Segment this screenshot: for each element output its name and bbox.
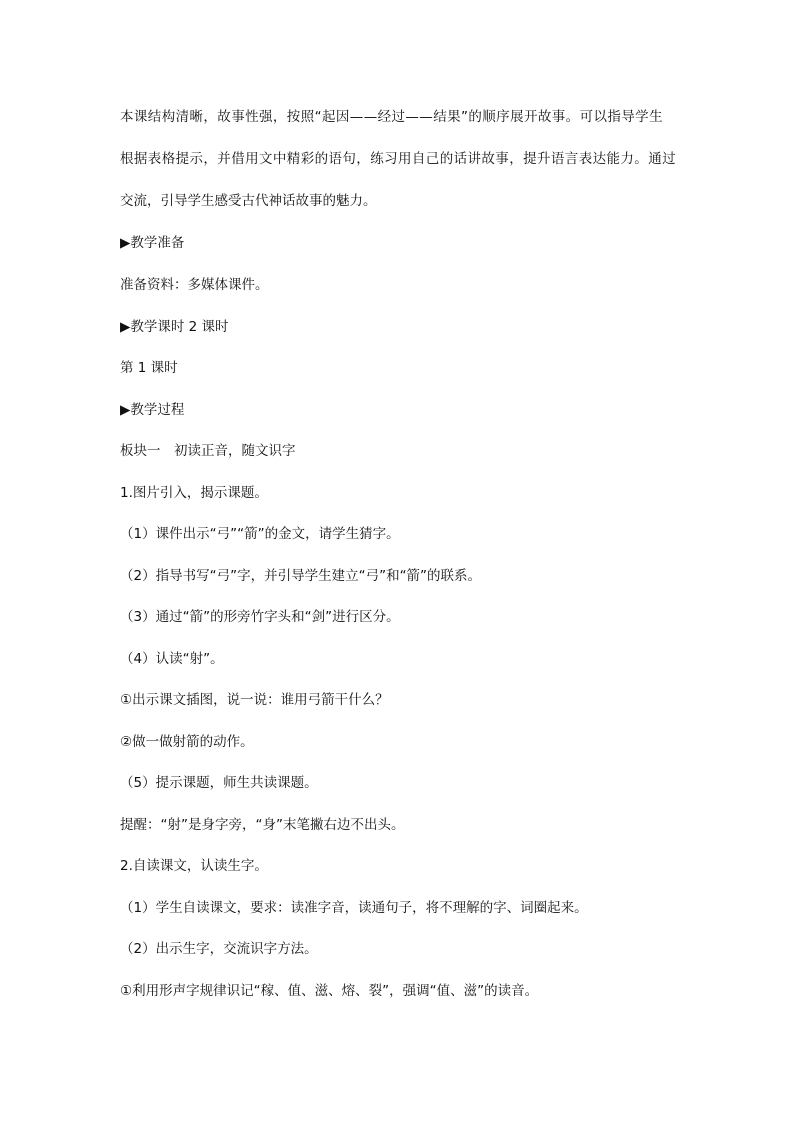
step-1-4-b: ②做一做射箭的动作。 [120,734,254,750]
step-1: 1.图片引入，揭示课题。 [120,485,268,501]
intro-line-2: 根据表格提示，并借用文中精彩的语句，练习用自己的话讲故事，提升语言表达能力。通过 [120,151,676,167]
step-2: 2.自读课文，认读生字。 [120,858,268,874]
step-2-1: （1）学生自读课文，要求：读准字音，读通句子，将不理解的字、词圈起来。 [120,900,588,916]
section-heading-hours: ▶教学课时 2 课时 [120,319,229,335]
prep-materials: 准备资料：多媒体课件。 [120,277,269,293]
lesson-title: 第 1 课时 [120,360,178,376]
block-heading: 板块一 初读正音，随文识字 [120,443,296,459]
step-1-1: （1）课件出示“弓”“箭”的金文，请学生猜字。 [120,526,400,542]
section-heading-process: ▶教学过程 [120,402,185,418]
step-1-2: （2）指导书写“弓”字，并引导学生建立“弓”和“箭”的联系。 [120,568,482,584]
step-1-4: （4）认读“射”。 [120,651,224,667]
section-heading-prep: ▶教学准备 [120,235,185,251]
reminder-note: 提醒：“射”是身字旁，“身”末笔撇右边不出头。 [120,817,405,833]
step-2-2: （2）出示生字，交流识字方法。 [120,941,318,957]
intro-line-1: 本课结构清晰，故事性强，按照“起因——经过——结果”的顺序展开故事。可以指导学生 [120,109,663,125]
step-1-3: （3）通过“箭”的形旁竹字头和“剑”进行区分。 [120,609,400,625]
step-1-5: （5）提示课题，师生共读课题。 [120,775,318,791]
intro-line-3: 交流，引导学生感受古代神话故事的魅力。 [120,193,377,209]
step-1-4-a: ①出示课文插图，说一说：谁用弓箭干什么？ [120,692,389,708]
step-2-2-a: ①利用形声字规律识记“稼、值、滋、熔、裂”，强调“值、滋”的读音。 [120,983,539,999]
